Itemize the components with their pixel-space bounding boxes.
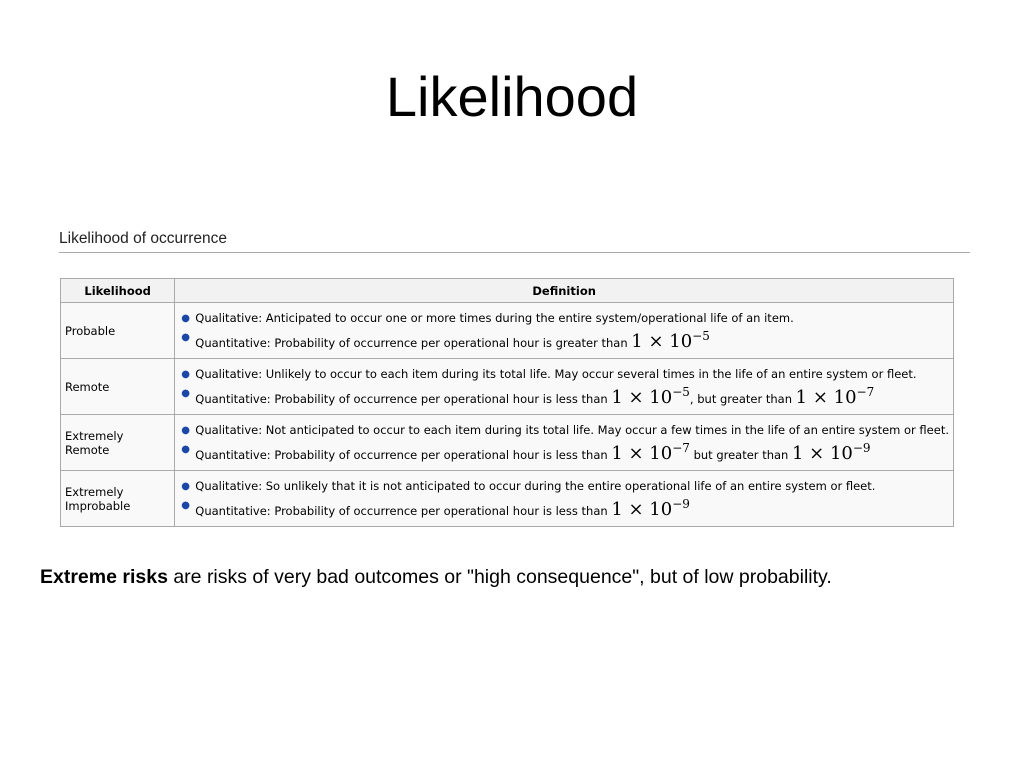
definition-cell <box>175 303 954 359</box>
qualitative-text: Qualitative: Unlikely to occur to each item during its total life. May occur several times in the life of an entire system or fleet. <box>195 366 917 381</box>
math-exponent: −7 <box>672 440 690 455</box>
math-exponent: −5 <box>692 328 710 343</box>
bullet-icon: ● <box>181 443 191 455</box>
quantitative-text: Quantitative: Probability of occurrence per operational hour is less than <box>195 447 612 462</box>
probability-value <box>611 440 690 464</box>
definition-cell <box>175 471 954 527</box>
section-heading: Likelihood of occurrence <box>59 230 228 247</box>
math-mantissa: 1 × 10 <box>795 386 857 408</box>
math-exponent: −7 <box>856 384 875 399</box>
definition-list <box>181 477 949 521</box>
table-row <box>61 471 954 527</box>
caption <box>40 566 832 589</box>
slide-title: Likelihood <box>385 65 639 128</box>
bullet-icon: ● <box>181 331 191 343</box>
qualitative-item <box>181 309 949 328</box>
quantitative-item <box>181 328 949 353</box>
likelihood-name: Extremely Improbable <box>61 471 175 527</box>
bullet-icon: ● <box>181 387 191 399</box>
quantitative-item <box>181 384 949 409</box>
likelihood-name: Remote <box>61 359 175 415</box>
definition-list <box>181 309 949 353</box>
math-mantissa: 1 × 10 <box>611 386 673 408</box>
header-definition: Definition <box>175 279 954 303</box>
quantitative-item <box>181 496 949 521</box>
quantitative-mid-text: but greater than <box>689 447 792 462</box>
probability-value-lower <box>795 384 875 408</box>
definition-list <box>181 365 949 409</box>
definition-cell <box>175 359 954 415</box>
definition-list <box>181 421 949 465</box>
qualitative-text: Qualitative: Not anticipated to occur to each item during its total life. May occur a few times in the life of an entire system or fleet. <box>195 422 949 437</box>
section-divider <box>59 252 970 253</box>
table-row <box>61 415 954 471</box>
bullet-icon: ● <box>181 312 191 324</box>
definition-cell <box>175 415 954 471</box>
qualitative-item <box>181 421 949 440</box>
table-body <box>61 303 954 527</box>
quantitative-item <box>181 440 949 465</box>
probability-value <box>611 384 690 408</box>
math-exponent: −9 <box>672 496 690 511</box>
likelihood-name: Probable <box>61 303 175 359</box>
bullet-icon: ● <box>181 480 191 492</box>
math-exponent: −5 <box>672 384 690 399</box>
bullet-icon: ● <box>181 424 191 436</box>
caption-bold: Extreme risks <box>40 566 168 588</box>
math-exponent: −9 <box>852 440 871 455</box>
header-likelihood: Likelihood <box>61 279 175 303</box>
quantitative-text: Quantitative: Probability of occurrence per operational hour is less than <box>195 391 612 406</box>
qualitative-text: Qualitative: So unlikely that it is not anticipated to occur during the entire operational life of an entire system or fleet. <box>195 478 876 493</box>
table-row <box>61 303 954 359</box>
qualitative-item <box>181 365 949 384</box>
probability-value <box>611 496 690 520</box>
table-header-row <box>61 279 954 303</box>
probability-value <box>631 328 710 352</box>
bullet-icon: ● <box>181 499 191 511</box>
math-mantissa: 1 × 10 <box>631 330 693 352</box>
math-mantissa: 1 × 10 <box>611 442 673 464</box>
qualitative-item <box>181 477 949 496</box>
caption-text: are risks of very bad outcomes or "high consequence", but of low probability. <box>167 566 832 588</box>
likelihood-table <box>60 278 954 527</box>
math-mantissa: 1 × 10 <box>611 498 673 520</box>
table-row <box>61 359 954 415</box>
quantitative-text: Quantitative: Probability of occurrence per operational hour is less than <box>195 503 612 518</box>
likelihood-name: Extremely Remote <box>61 415 175 471</box>
qualitative-text: Qualitative: Anticipated to occur one or more times during the entire system/operational life of an item. <box>195 310 794 325</box>
quantitative-text: Quantitative: Probability of occurrence per operational hour is greater than <box>195 335 632 350</box>
quantitative-mid-text: , but greater than <box>689 391 796 406</box>
bullet-icon: ● <box>181 368 191 380</box>
probability-value-lower <box>791 440 871 464</box>
math-mantissa: 1 × 10 <box>791 442 853 464</box>
